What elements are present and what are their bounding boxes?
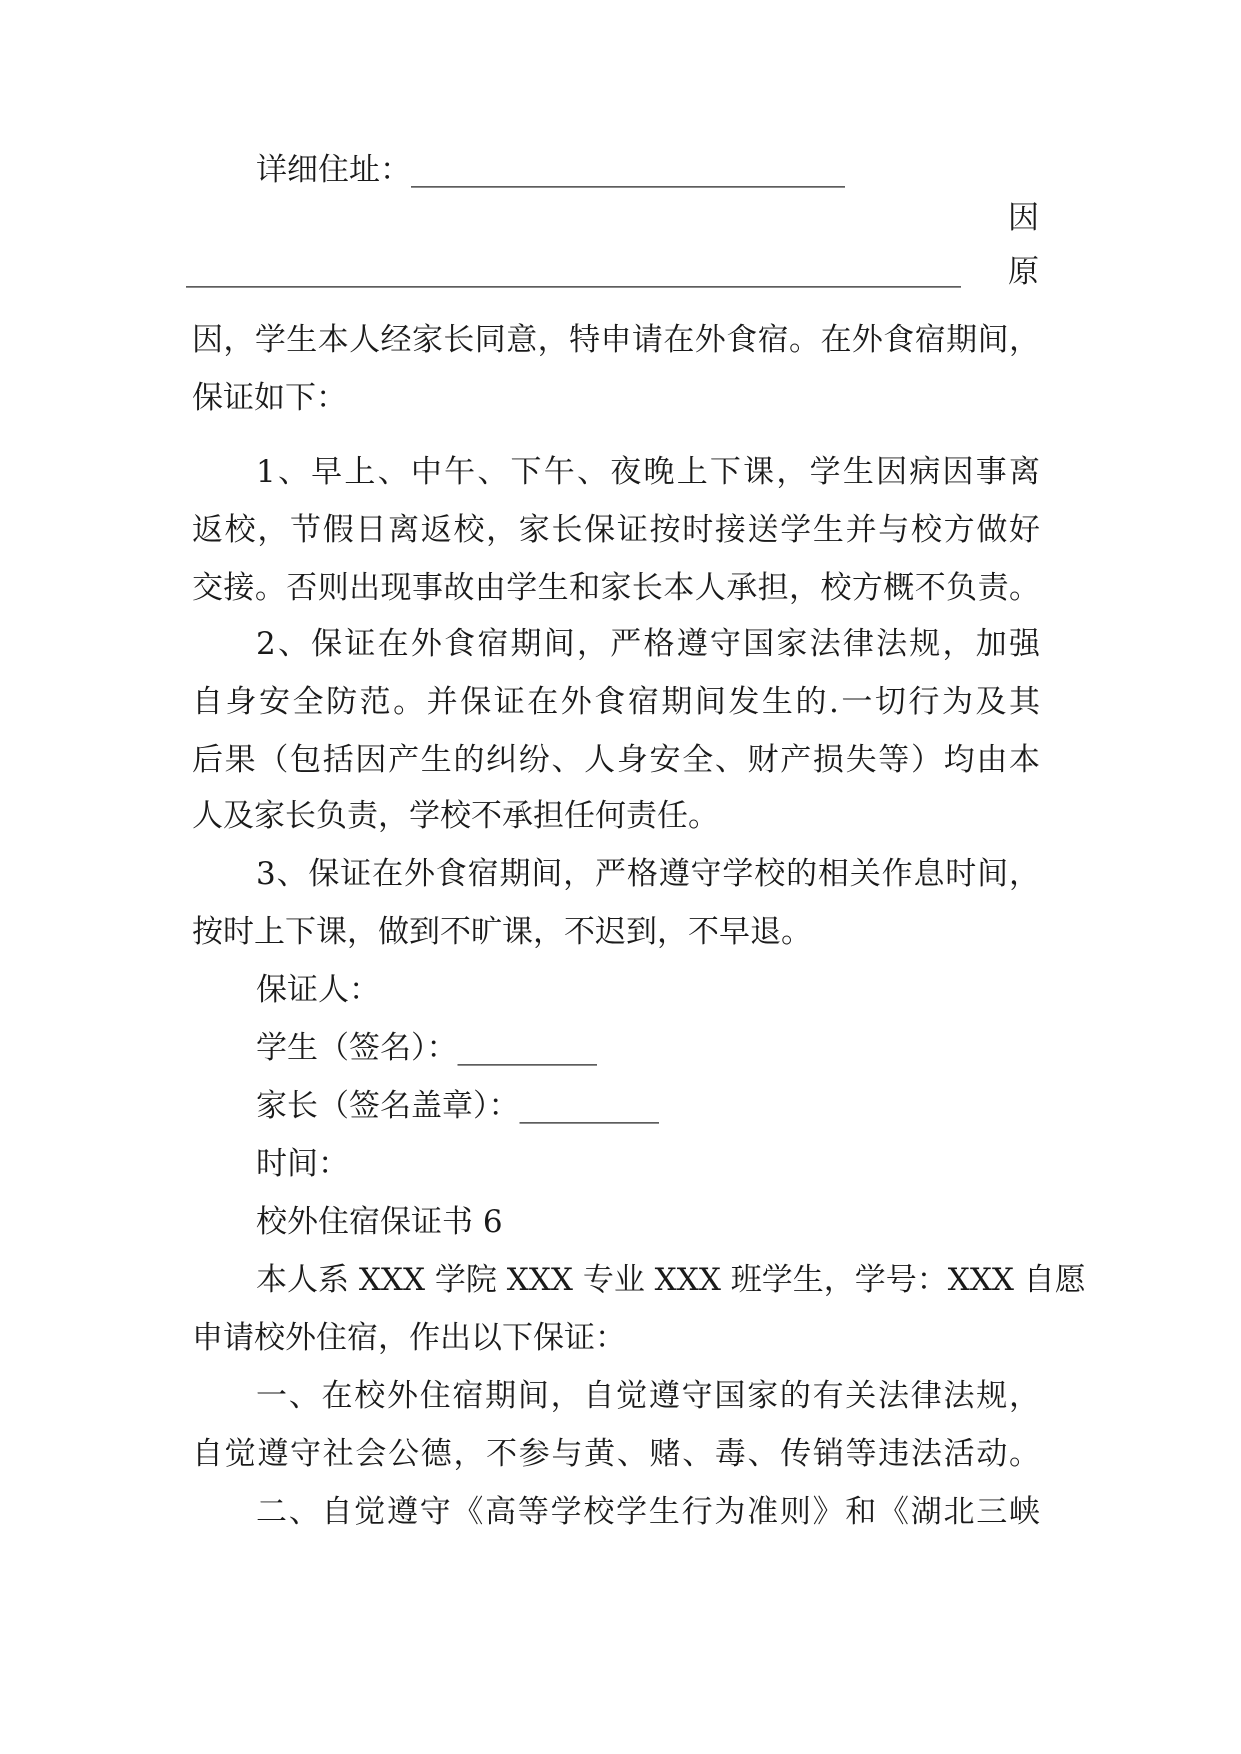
student-signature-line: 学生（签名）：_________ bbox=[256, 1030, 597, 1066]
paragraph-line: 一、在校外住宿期间，自觉遵守国家的有关法律法规， bbox=[256, 1378, 1040, 1414]
paragraph-line: 3、保证在外食宿期间，严格遵守学校的相关作息时间， bbox=[256, 856, 1040, 892]
time-label: 时间： bbox=[256, 1146, 349, 1182]
address-line bbox=[256, 148, 845, 192]
guarantor-label: 保证人： bbox=[256, 972, 380, 1008]
paragraph-line: 本人系 XXX 学院 XXX 专业 XXX 班学生，学号：XXX 自愿 bbox=[256, 1262, 1086, 1298]
section-title: 校外住宿保证书 6 bbox=[256, 1204, 503, 1240]
paragraph-line: 交接。否则出现事故由学生和家长本人承担，校方概不负责。 bbox=[192, 570, 1040, 606]
paragraph-line: 二、自觉遵守《高等学校学生行为准则》和《湖北三峡 bbox=[256, 1494, 1040, 1530]
paragraph-line: 人及家长负责，学校不承担任何责任。 bbox=[192, 798, 719, 834]
parent-signature-line: 家长（签名盖章）：_________ bbox=[256, 1088, 659, 1124]
reason-char-1: 因 bbox=[1008, 200, 1039, 236]
paragraph-line: 返校，节假日离返校，家长保证按时接送学生并与校方做好 bbox=[192, 512, 1040, 548]
paragraph-line: 1、早上、中午、下午、夜晚上下课，学生因病因事离 bbox=[256, 454, 1040, 490]
reason-char-2: 原 bbox=[1008, 254, 1039, 290]
paragraph-line: 自觉遵守社会公德，不参与黄、赌、毒、传销等违法活动。 bbox=[192, 1436, 1040, 1472]
address-blank: ____________________________ bbox=[411, 152, 845, 188]
paragraph-line: 2、保证在外食宿期间，严格遵守国家法律法规，加强 bbox=[256, 626, 1040, 662]
paragraph-line: 因，学生本人经家长同意，特申请在外食宿。在外食宿期间， bbox=[192, 322, 1040, 358]
reason-blank: __________________________________________________ bbox=[186, 252, 961, 288]
paragraph-line: 保证如下： bbox=[192, 380, 347, 416]
paragraph-line: 按时上下课，做到不旷课，不迟到，不早退。 bbox=[192, 914, 812, 950]
paragraph-line: 后果（包括因产生的纠纷、人身安全、财产损失等）均由本 bbox=[192, 742, 1040, 778]
address-label: 详细住址： bbox=[256, 152, 411, 188]
paragraph-line: 申请校外住宿，作出以下保证： bbox=[192, 1320, 626, 1356]
paragraph-line: 自身安全防范。并保证在外食宿期间发生的.一切行为及其 bbox=[192, 684, 1040, 720]
